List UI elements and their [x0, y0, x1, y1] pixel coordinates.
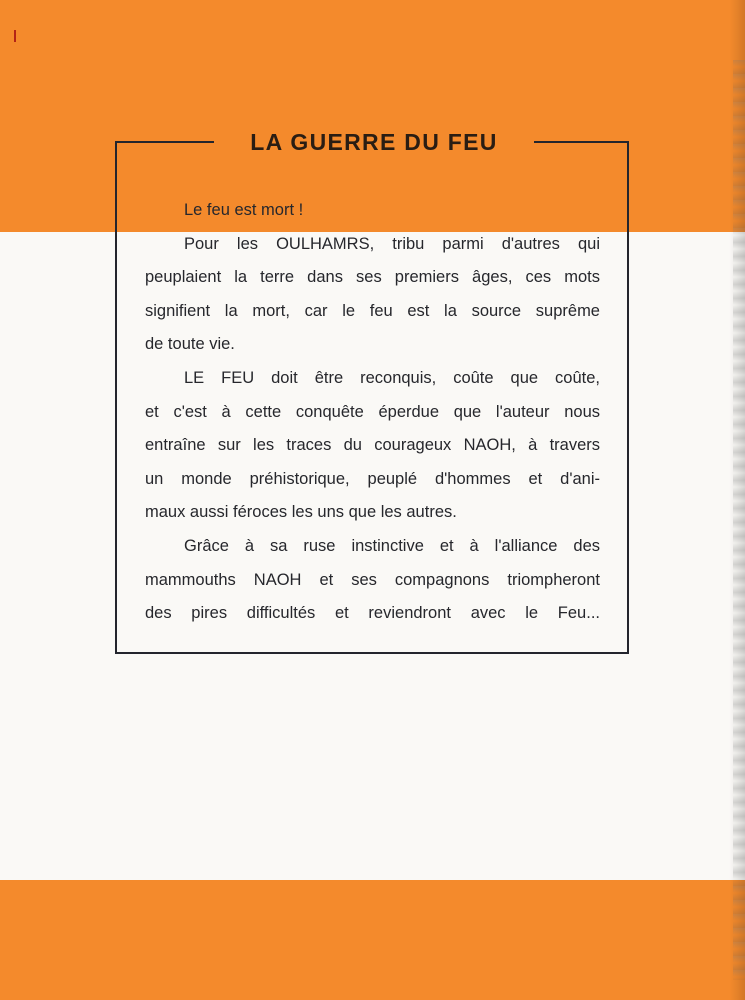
summary-line: peuplaient la terre dans ses premiers âges, ces mots	[145, 268, 600, 287]
summary-line: LE FEU doit être reconquis, coûte que coûte,	[184, 368, 600, 387]
summary-line: un monde préhistorique, peuplé d'hommes et d'ani-	[145, 469, 600, 488]
worn-spine-edge	[733, 60, 745, 980]
summary-line: des pires difficultés et reviendront avec le Feu...	[145, 604, 600, 623]
red-mark	[14, 30, 16, 42]
book-title: LA GUERRE DU FEU	[250, 128, 498, 155]
summary-line: de toute vie.	[145, 335, 235, 354]
summary-line: signifient la mort, car le feu est la source suprême	[145, 301, 600, 320]
bottom-orange-band	[0, 880, 745, 1000]
summary-line: Le feu est mort !	[184, 201, 304, 219]
summary-line: maux aussi féroces les uns que les autres.	[145, 503, 457, 522]
summary-line: Pour les OULHAMRS, tribu parmi d'autres qui	[184, 234, 600, 253]
title-box	[214, 124, 534, 160]
summary-line: mammouths NAOH et ses compagnons triompheront	[145, 570, 600, 589]
summary-line: Grâce à sa ruse instinctive et à l'alliance des	[184, 536, 600, 555]
summary-line: entraîne sur les traces du courageux NAOH, à travers	[145, 436, 600, 455]
summary-line: et c'est à cette conquête éperdue que l'auteur nous	[145, 402, 600, 421]
summary-text	[145, 194, 600, 631]
